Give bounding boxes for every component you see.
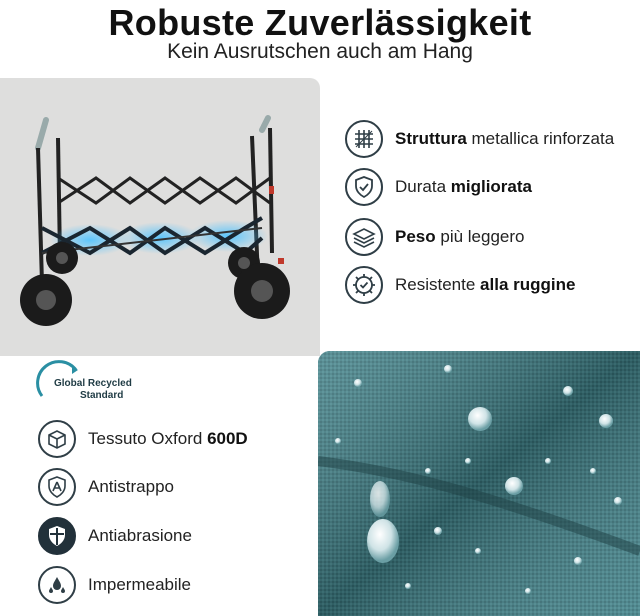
layers-icon: [345, 218, 383, 256]
mesh-icon: [345, 120, 383, 158]
fabric-cube-icon: [38, 420, 76, 458]
water-drops-icon: [38, 566, 76, 604]
feature-text: Resistente alla ruggine: [395, 275, 576, 294]
shield-check-icon: [345, 168, 383, 206]
feature-text: Peso più leggero: [395, 227, 525, 246]
feature-text: Tessuto Oxford 600D: [88, 429, 248, 448]
feature-abrasion-resistant: [38, 517, 192, 555]
feature-light-weight: [345, 218, 524, 256]
feature-rust-resistant: [345, 266, 575, 304]
feature-text: Antistrappo: [88, 477, 174, 496]
certification-line1: Global Recycled: [54, 378, 132, 389]
page-title: Robuste Zuverlässigkeit: [108, 2, 532, 43]
page-subtitle: Kein Ausrutschen auch am Hang: [167, 40, 473, 63]
waterproof-fabric-illustration: [318, 351, 640, 616]
feature-text: Durata migliorata: [395, 177, 532, 196]
feature-oxford-fabric: [38, 420, 248, 458]
feature-text: Impermeabile: [88, 575, 191, 594]
feature-tear-resistant: [38, 468, 174, 506]
abrasion-shield-icon: [38, 517, 76, 555]
feature-durability: [345, 168, 532, 206]
tear-resistant-icon: [38, 468, 76, 506]
global-recycled-standard-logo: [36, 360, 156, 410]
feature-text: Struttura metallica rinforzata: [395, 129, 615, 148]
gear-shield-icon: [345, 266, 383, 304]
feature-reinforced-frame: [345, 120, 614, 158]
feature-text: Antiabrasione: [88, 526, 192, 545]
folding-wagon-illustration: [0, 78, 320, 356]
feature-waterproof: [38, 566, 191, 604]
cart-photo: [0, 78, 320, 356]
fabric-photo: [318, 351, 640, 616]
certification-line2: Standard: [80, 390, 124, 401]
